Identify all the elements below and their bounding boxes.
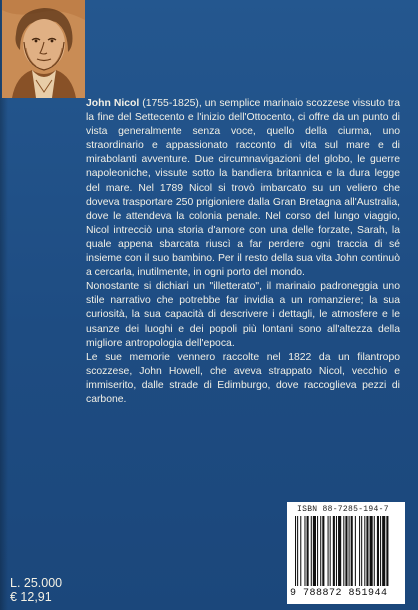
barcode-panel xyxy=(287,502,405,604)
isbn-text: ISBN 88-7285-194-7 xyxy=(297,505,389,514)
paragraph-1 xyxy=(86,97,400,280)
barcode-icon xyxy=(295,516,397,586)
ean-digits: 9 788872 851944 xyxy=(290,588,388,599)
author-portrait xyxy=(2,0,85,98)
price-euro: € 12,91 xyxy=(10,590,52,604)
paragraph-3: Le sue memorie vennero raccolte nel 1822 da un filantropo scozzese, John Howell, che aveva strappato Nicol, vecchio e immiserito, dalle strade di Edimburgo, dove raccoglieva pezzi di carbone. xyxy=(86,351,400,405)
author-name: John Nicol xyxy=(86,98,140,109)
price-lire: L. 25.000 xyxy=(10,576,63,590)
paragraph-1-text: (1755-1825), un semplice marinaio scozzese vissuto tra la fine del Settecento e l'inizio dell'Ottocento, ci offre da un punto di vista generalmente senza voce, quello della ciurma, uno straordinario e appassionato racconto di vita sul mare e di mirabolanti avventure. Due circumnavigazioni del globo, le guerre napoleoniche, vissute sotto la bandiera britannica e la dura legge del mare. Nel 1789 Nicol si trovò imbarcato su un veliero che doveva trasportare 250 prigioniere dalla Gran Bretagna all'Australia, dove le attendeva la colonia penale. Nel corso del lungo viaggio, Nicol intrecciò una storia d'amore con una delle forzate, Sarah, la quale appena sbarcata riuscì a far perdere ogni traccia di sé insieme con il suo bambino. Per il resto della sua vita John continuò a cercarla, inutilmente, in ogni porto del mondo. xyxy=(86,98,400,279)
price-block xyxy=(10,576,62,604)
paragraph-2: Nonostante si dichiari un "illetterato", il marinaio padroneggia uno stile narrativo che potrebbe far invidia a un romanziere; la sua curiosità, la sua capacità di descrivere i dettagli, le atmosfere e le usanze dei luoghi e dei popoli più lontani sono all'altezza della migliore antropologia dell'epoca. xyxy=(86,281,400,349)
book-description xyxy=(86,97,400,407)
